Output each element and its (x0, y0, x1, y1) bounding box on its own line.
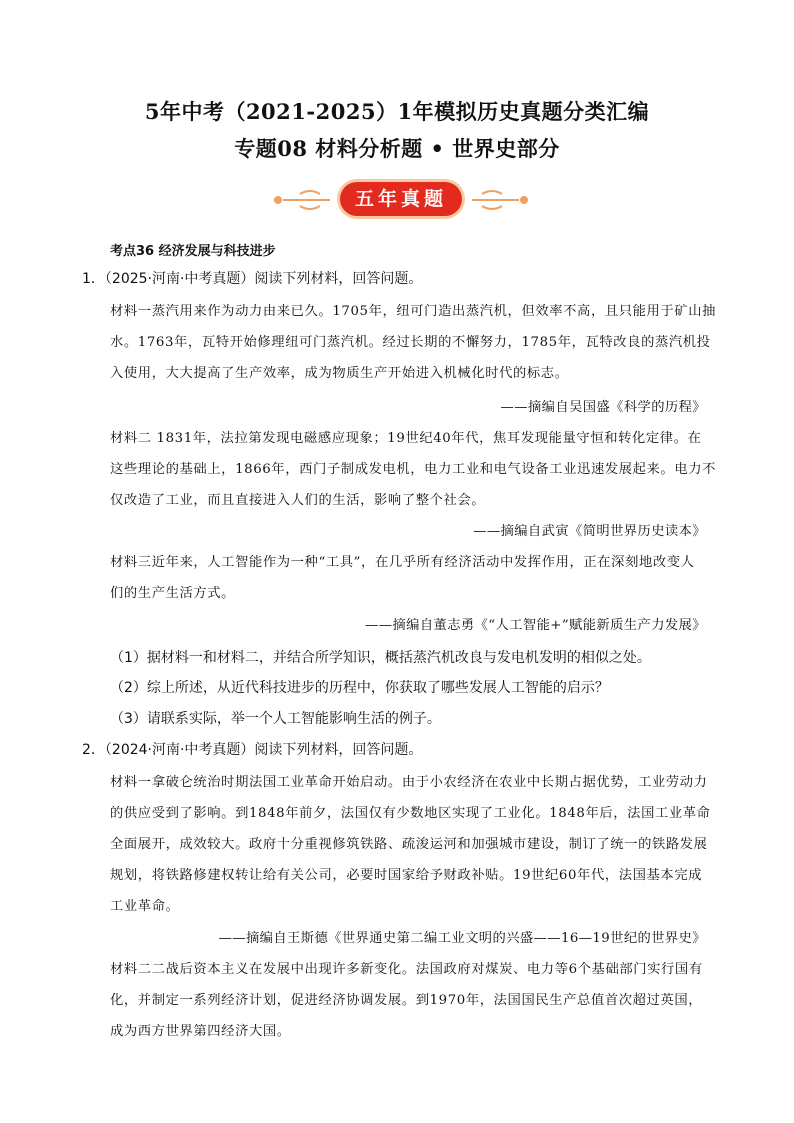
q1-material-1-line: 入使用，大大提高了生产效率，成为物质生产开始进入机械化时代的标志。 (110, 366, 569, 381)
q1-subquestion-2: （2）综上所述，从近代科技进步的历程中，你获取了哪些发展人工智能的启示？ (110, 680, 609, 696)
document-title: 5年中考（2021-2025）1年模拟历史真题分类汇编 (144, 99, 650, 124)
q2-material-2-line: 化，并制定一系列经济计划，促进经济协调发展。到1970年，法国国民生产总值首次超过英国， (110, 993, 703, 1008)
q1-material-2-line: 这些理论的基础上，1866年，西门子制成发电机，电力工业和电气设备工业迅速发展起来。电力不 (110, 462, 717, 477)
q1-subquestion-1: （1）据材料一和材料二，并结合所学知识，概括蒸汽机改良与发电机发明的相似之处。 (110, 650, 651, 666)
q1-material-2-source: ——摘编自武寅《简明世界历史读本》 (473, 524, 706, 539)
q1-material-2-line: 材料二 1831年，法拉第发现电磁感应现象；19世纪40年代，焦耳发现能量守恒和转化定律。在 (110, 431, 702, 446)
q1-material-2-line: 仅改造了工业，而且直接进入人们的生活，影响了整个社会。 (110, 493, 486, 508)
q2-material-2-line: 材料二二战后资本主义在发展中出现许多新变化。法国政府对煤炭、电力等6个基础部门实行国有 (110, 962, 703, 977)
q1-material-1-line: 材料一蒸汽用来作为动力由来已久。1705年，纽可门造出蒸汽机，但效率不高，且只能用于矿山抽 (110, 304, 717, 319)
q2-material-1-line: 规划，将铁路修建权转让给有关公司，必要时国家给予财政补贴。19世纪60年代，法国基本完成 (110, 868, 703, 883)
q2-material-1-line: 工业革命。 (110, 899, 180, 914)
q2-material-1-line: 全面展开，成效较大。政府十分重视修筑铁路、疏浚运河和加强城市建设，制订了统一的铁路发展 (110, 837, 708, 852)
q1-material-3-line: 材料三近年来，人工智能作为一种“工具”，在几乎所有经济活动中发挥作用，正在深刻地改变人 (110, 555, 695, 570)
q2-material-1-source: ——摘编自王斯德《世界通史第二编工业文明的兴盛——16—19世纪的世界史》 (218, 931, 706, 946)
right-ornament-icon (472, 191, 527, 209)
q1-material-1-line: 水。1763年，瓦特开始修理纽可门蒸汽机。经过长期的不懈努力，1785年，瓦特改良的蒸汽机投 (110, 335, 711, 350)
q2-material-1-line: 的供应受到了影响。到1848年前夕，法国仅有少数地区实现了工业化。1848年后，法国工业革命 (110, 806, 711, 821)
q1-material-1-source: ——摘编自吴国盛《科学的历程》 (500, 400, 706, 415)
topic-heading: 考点36 经济发展与科技进步 (110, 244, 276, 259)
document-subtitle: 专题08 材料分析题 • 世界史部分 (234, 136, 560, 161)
q1-subquestion-3: （3）请联系实际，举一个人工智能影响生活的例子。 (110, 711, 441, 727)
question-1-stem: 1．（2025·河南·中考真题）阅读下列材料，回答问题。 (82, 271, 423, 287)
left-ornament-icon (275, 191, 330, 209)
q2-material-1-line: 材料一拿破仑统治时期法国工业革命开始启动。由于小农经济在农业中长期占据优势，工业劳动力 (110, 775, 708, 790)
q1-material-3-line: 们的生产生活方式。 (110, 586, 236, 601)
section-badge: 五年真题 (340, 182, 462, 216)
q1-material-3-source: ——摘编自董志勇《“人工智能+”赋能新质生产力发展》 (365, 618, 706, 633)
q2-material-2-line: 成为西方世界第四经济大国。 (110, 1024, 291, 1039)
question-2-stem: 2．（2024·河南·中考真题）阅读下列材料，回答问题。 (82, 742, 423, 758)
